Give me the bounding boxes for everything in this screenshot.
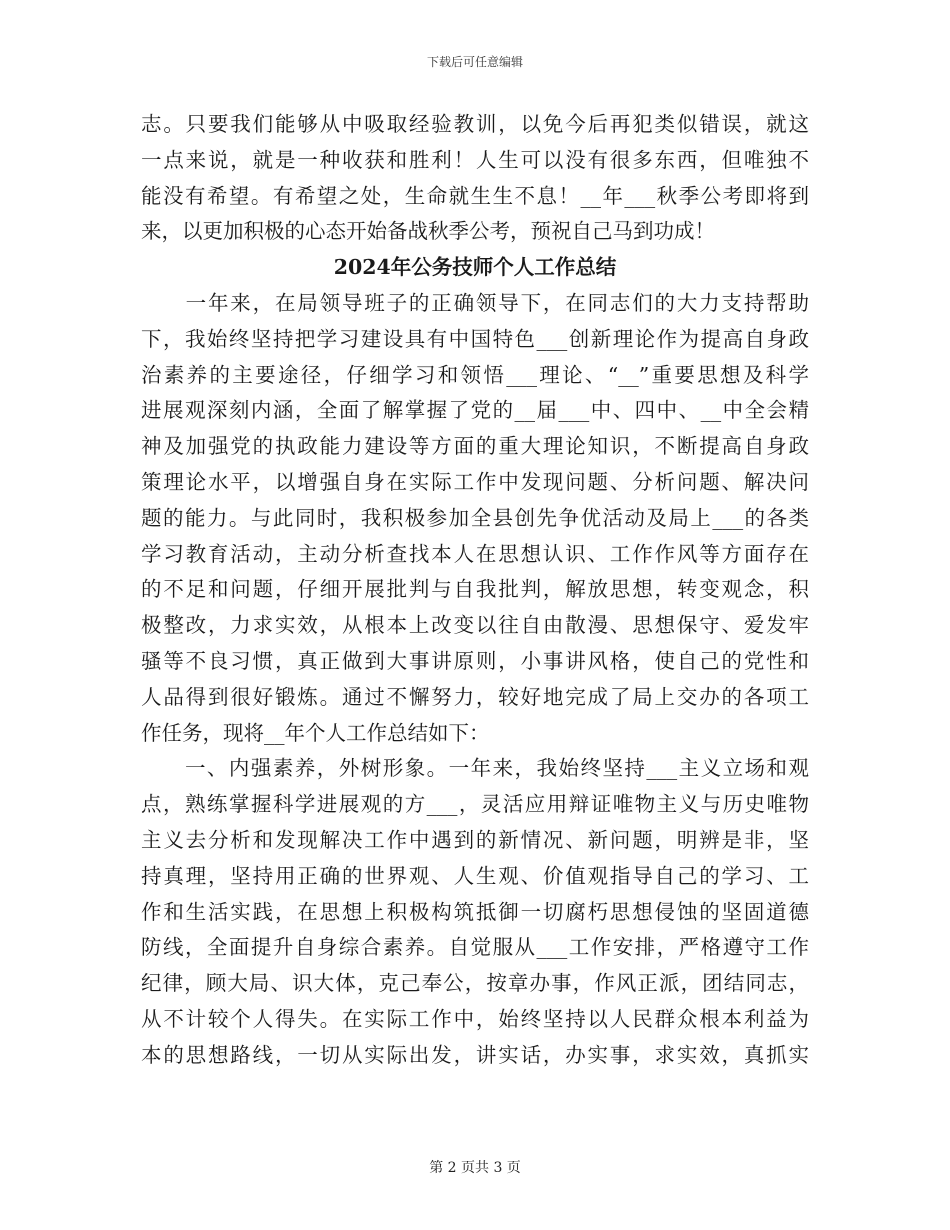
text-line: 人品得到很好锻炼。通过不懈努力，较好地完成了局上交办的各项工: [141, 684, 809, 709]
text-line: 来，以更加积极的心态开始备战秋季公考，预祝自己马到功成！: [141, 219, 715, 244]
page-footer: 第 2 页共 3 页: [429, 1160, 521, 1176]
text-line: 作和生活实践，在思想上积极构筑抵御一切腐朽思想侵蚀的坚固道德: [141, 899, 809, 924]
text-line: 极整改，力求实效，从根本上改变以往自由散漫、思想保守、爱发牢: [141, 613, 809, 638]
text-line: 主义去分析和发现解决工作中遇到的新情况、新问题，明辨是非，坚: [141, 827, 809, 852]
text-line: 治素养的主要途径，仔细学习和领悟___理论、“__”重要思想及科学: [141, 362, 809, 387]
document-body: [141, 107, 809, 1074]
text-line: 题的能力。与此同时，我积极参加全县创先争优活动及局上___的各类: [141, 505, 809, 530]
document-title: 2024年公务技师个人工作总结: [333, 255, 617, 280]
text-line: 的不足和问题，仔细开展批判与自我批判，解放思想，转变观念，积: [141, 577, 809, 602]
text-line: 点，熟练掌握科学进展观的方___，灵活应用辩证唯物主义与历史唯物: [141, 792, 809, 817]
text-line: 持真理，坚持用正确的世界观、人生观、价值观指导自己的学习、工: [141, 863, 809, 888]
text-line: 防线，全面提升自身综合素养。自觉服从___工作安排，严格遵守工作: [141, 935, 809, 960]
text-line: 能没有希望。有希望之处，生命就生生不息！__年___秋季公考即将到: [141, 183, 809, 208]
text-line: 进展观深刻内涵，全面了解掌握了党的__届___中、四中、__中全会精: [141, 398, 809, 423]
paragraph-1: [141, 286, 809, 751]
text-line: 本的思想路线，一切从实际出发，讲实话，办实事，求实效，真抓实: [141, 1042, 809, 1067]
text-line: 一年来，在局领导班子的正确领导下，在同志们的大力支持帮助: [141, 290, 809, 315]
text-line: 下，我始终坚持把学习建设具有中国特色___创新理论作为提高自身政: [141, 326, 809, 351]
text-line: 策理论水平，以增强自身在实际工作中发现问题、分析问题、解决问: [141, 469, 809, 494]
page-header: 下载后可任意编辑: [426, 55, 523, 69]
text-line: 从不计较个人得失。在实际工作中，始终坚持以人民群众根本利益为: [141, 1006, 809, 1031]
text-line: 骚等不良习惯，真正做到大事讲原则，小事讲风格，使自己的党性和: [141, 648, 809, 673]
text-line: 作任务，现将__年个人工作总结如下：: [141, 720, 490, 745]
paragraph-2: [141, 751, 809, 1073]
text-line: 神及加强党的执政能力建设等方面的重大理论知识，不断提高自身政: [141, 434, 809, 459]
text-line: 纪律，顾大局、识大体，克己奉公，按章办事，作风正派，团结同志，: [141, 971, 809, 996]
text-line: 志。只要我们能够从中吸取经验教训，以免今后再犯类似错误，就这: [141, 112, 809, 136]
text-line: 一、内强素养，外树形象。一年来，我始终坚持___主义立场和观: [141, 756, 809, 781]
intro-paragraph: [141, 107, 809, 250]
text-line: 一点来说，就是一种收获和胜利！人生可以没有很多东西，但唯独不: [141, 147, 809, 172]
text-line: 学习教育活动，主动分析查找本人在思想认识、工作作风等方面存在: [141, 541, 809, 566]
